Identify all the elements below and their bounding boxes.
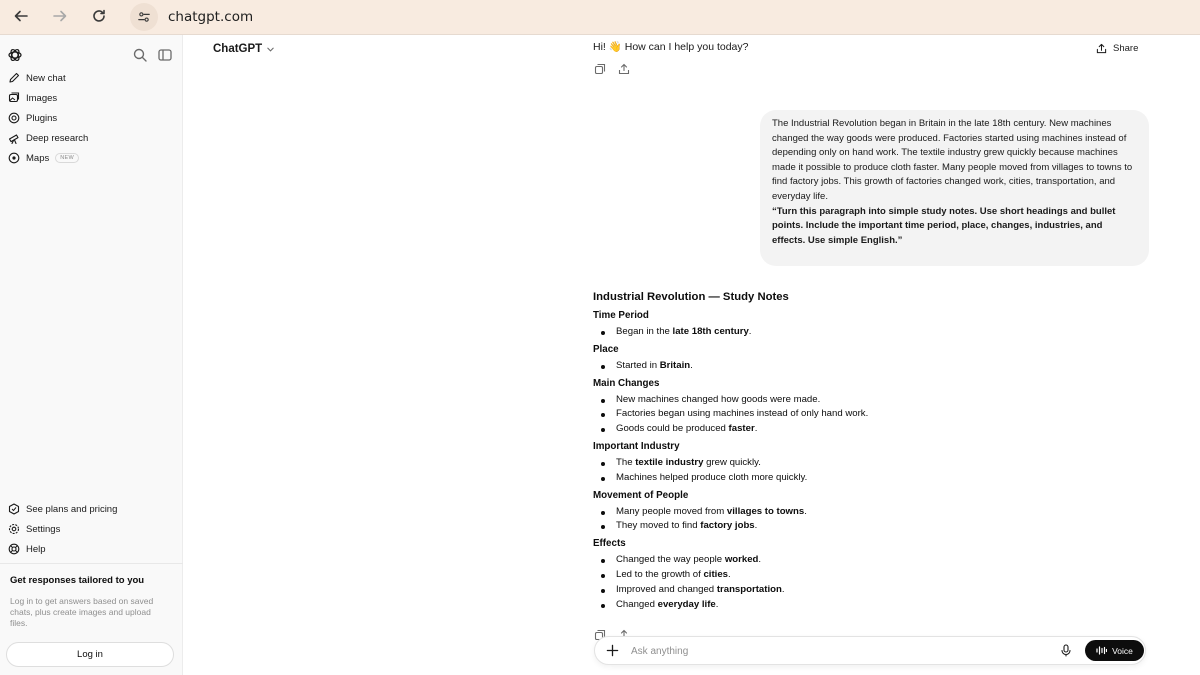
text-segment: The: [616, 456, 636, 468]
text-segment: .: [728, 568, 731, 580]
sidebar-item-help[interactable]: [8, 540, 46, 558]
bold-text: factory jobs: [700, 520, 755, 532]
text-segment: .: [754, 520, 758, 532]
notes-section-heading: Movement of People: [593, 489, 689, 501]
notes-section-heading: Effects: [593, 538, 626, 550]
maps-icon: [8, 152, 20, 164]
model-label: ChatGPT: [213, 43, 263, 55]
share-label: Share: [1113, 43, 1139, 54]
share-icon: [1096, 43, 1107, 54]
bold-text: faster: [728, 423, 755, 435]
notes-bullet-item: [593, 505, 1133, 520]
sidebar-item-new-chat[interactable]: [8, 69, 66, 87]
user-message-bubble: [760, 110, 1149, 266]
images-icon: [8, 92, 20, 104]
text-segment: Changed: [616, 598, 658, 610]
notes-section-heading: Main Changes: [593, 377, 660, 389]
edit-icon: [8, 72, 20, 84]
sidebar-item-deep-research[interactable]: [8, 129, 88, 147]
text-segment: Many people moved from: [616, 505, 727, 517]
text-segment: .: [781, 583, 785, 595]
text-segment: .: [715, 598, 719, 610]
microphone-icon[interactable]: [1060, 644, 1072, 657]
notes-bullet-item: [593, 393, 1133, 408]
openai-logo-icon[interactable]: [7, 47, 23, 63]
sidebar-divider: [0, 563, 183, 564]
notes-section-heading: Time Period: [593, 310, 649, 321]
plugins-icon: [8, 112, 20, 124]
back-button[interactable]: [8, 3, 34, 29]
voice-button[interactable]: [1085, 640, 1144, 661]
url-text[interactable]: chatgpt.com: [168, 9, 254, 25]
sidebar: [0, 35, 183, 675]
sidebar-item-label: Deep research: [26, 132, 89, 144]
forward-button[interactable]: [47, 3, 73, 29]
assistant-response: [593, 289, 1133, 615]
bold-text: transportation: [716, 583, 782, 595]
text-segment: .: [690, 359, 693, 371]
text-segment: .: [758, 554, 762, 566]
user-prompt-text: “Turn this paragraph into simple study notes. Use short headings and bullet points. Include the important time period, place, changes, industries, and effects. Use simple English.”: [772, 205, 1116, 246]
text-segment: Changed the way people: [616, 554, 725, 566]
notes-bullet-list: [593, 553, 1133, 612]
sidebar-item-maps[interactable]: [8, 149, 79, 167]
notes-bullet-list: [593, 505, 1133, 535]
notes-bullet-list: [593, 393, 1133, 437]
login-button[interactable]: Log in: [6, 642, 174, 667]
notes-bullet-item: [593, 456, 1133, 471]
notes-section-heading: Place: [593, 343, 619, 355]
notes-bullet-item: [593, 553, 1133, 568]
notes-bullet-item: [593, 359, 1133, 374]
bold-text: worked: [724, 554, 759, 566]
notes-bullet-list: [593, 359, 1133, 374]
share-message-icon[interactable]: [618, 63, 630, 75]
bold-text: everyday life: [657, 598, 716, 610]
user-message-text: The Industrial Revolution began in Britain in the late 18th century. New machines changed the way goods were produced. Factories started using machines instead of depending only on hand work. The textile industry grew quickly because machines made it possible to produce cloth faster. Many people moved from villages to towns to find factory jobs. This growth of factories changed work, cities, transportation, and everyday life.: [772, 118, 1133, 202]
text-segment: .: [748, 326, 752, 337]
sidebar-toggle-icon[interactable]: [157, 47, 173, 63]
chevron-down-icon: [266, 45, 275, 54]
text-segment: New machines changed how goods were made.: [616, 393, 821, 405]
text-segment: Started in: [616, 359, 660, 371]
copy-icon[interactable]: [594, 63, 606, 75]
notes-bullet-item: [593, 407, 1133, 422]
notes-bullet-list: [593, 325, 1133, 340]
text-segment: grew quickly.: [703, 456, 761, 468]
gear-icon: [8, 523, 20, 535]
sidebar-item-images[interactable]: [8, 89, 57, 107]
notes-title: Industrial Revolution — Study Notes: [593, 291, 789, 303]
share-button[interactable]: [1096, 43, 1138, 54]
text-segment: Led to the growth of: [616, 568, 704, 580]
text-segment: .: [754, 423, 758, 435]
greeting-actions: [594, 63, 630, 75]
bold-text: villages to towns: [726, 505, 805, 517]
notes-section-heading: Important Industry: [593, 440, 680, 452]
text-segment: They moved to find: [616, 520, 701, 532]
assistant-greeting: Hi! 👋 How can I help you today?: [593, 41, 749, 53]
model-selector[interactable]: [213, 43, 275, 55]
notes-bullet-item: [593, 422, 1133, 437]
chat-input[interactable]: [631, 642, 1031, 660]
notes-bullet-list: [593, 456, 1133, 486]
notes-bullet-item: [593, 583, 1133, 598]
reload-button[interactable]: [86, 3, 112, 29]
sidebar-item-plugins[interactable]: [8, 109, 57, 127]
text-segment: Machines helped produce cloth more quickly.: [616, 471, 808, 483]
sidebar-item-label: Images: [26, 92, 58, 104]
bold-text: late 18th century: [672, 326, 749, 337]
help-icon: [8, 543, 20, 555]
text-segment: Improved and changed: [616, 583, 717, 595]
voice-label: Voice: [1112, 645, 1133, 656]
notes-bullet-item: [593, 519, 1133, 534]
notes-bullet-item: [593, 568, 1133, 583]
promo-text: Log in to get answers based on saved chats, plus create images and upload files.: [10, 596, 154, 628]
sidebar-item-label: Plugins: [26, 112, 58, 124]
sidebar-header: [0, 41, 183, 69]
composer: [594, 636, 1146, 665]
back-arrow-icon: [13, 8, 29, 24]
address-bar[interactable]: [128, 3, 1188, 31]
sidebar-item-label: Settings: [26, 523, 61, 535]
notes-bullet-item: [593, 598, 1133, 613]
voice-waveform-icon: [1096, 646, 1107, 655]
new-badge: NEW: [55, 153, 79, 163]
plus-icon[interactable]: [606, 644, 619, 657]
forward-arrow-icon: [52, 8, 68, 24]
sidebar-item-label: Help: [26, 543, 46, 555]
sidebar-item-label: See plans and pricing: [26, 503, 118, 515]
bold-text: Britain: [659, 359, 691, 371]
reload-icon: [91, 8, 107, 24]
sidebar-item-plans[interactable]: [8, 500, 117, 518]
plans-icon: [8, 503, 20, 515]
sidebar-item-settings[interactable]: [8, 520, 60, 538]
telescope-icon: [8, 132, 20, 144]
site-settings-icon[interactable]: [130, 3, 158, 31]
promo-title: Get responses tailored to you: [10, 575, 145, 586]
search-icon[interactable]: [132, 47, 148, 63]
text-segment: Began in the: [616, 326, 673, 337]
notes-bullet-item: [593, 325, 1133, 340]
text-segment: .: [804, 505, 807, 517]
notes-bullet-item: [593, 471, 1133, 486]
bold-text: cities: [703, 568, 729, 580]
text-segment: Goods could be produced: [616, 423, 729, 435]
sidebar-item-label: Maps: [26, 152, 50, 164]
sidebar-item-label: New chat: [26, 72, 66, 84]
browser-toolbar: [0, 0, 1200, 34]
text-segment: Factories began using machines instead of only hand work.: [616, 408, 869, 420]
bold-text: textile industry: [635, 456, 704, 468]
